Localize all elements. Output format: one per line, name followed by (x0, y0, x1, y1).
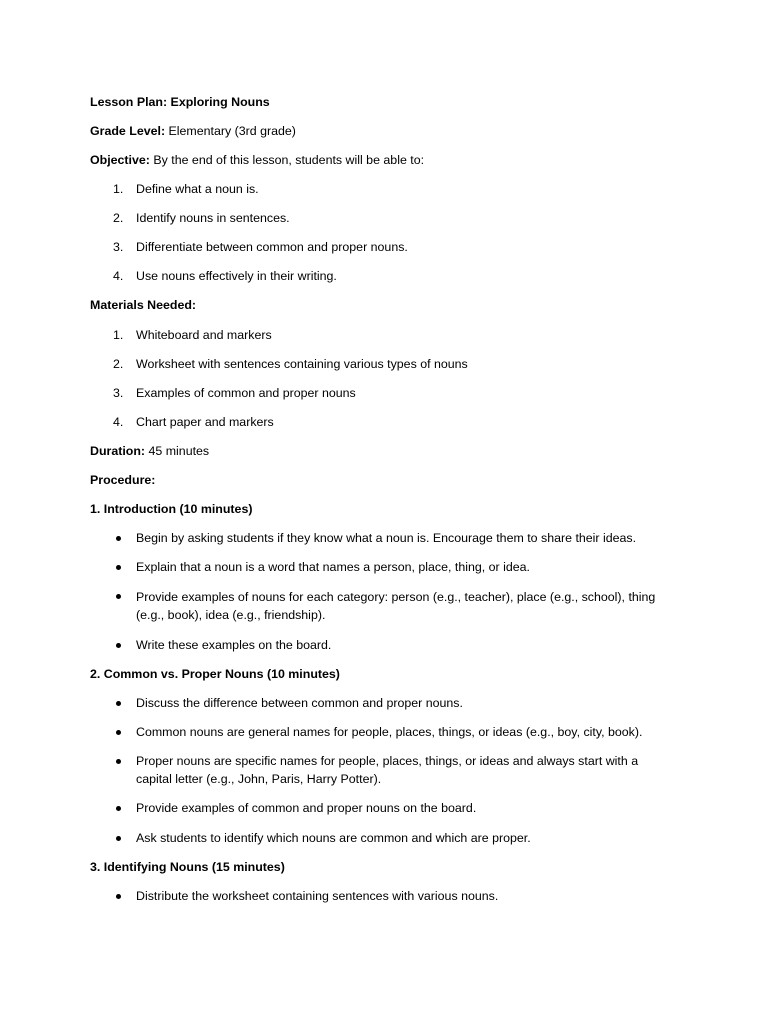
bullet-dot (116, 759, 121, 764)
bullet-dot (116, 536, 121, 541)
duration-value: 45 minutes (145, 444, 210, 458)
materials-item: Whiteboard and markers (136, 328, 272, 342)
materials-heading: Materials Needed: (90, 298, 197, 312)
page-title: Lesson Plan: Exploring Nouns (90, 95, 270, 109)
objective-line (90, 151, 424, 169)
materials-item: Worksheet with sentences containing various types of nouns (136, 357, 468, 371)
procedure-bullet: Begin by asking students if they know what a noun is. Encourage them to share their ideas. (136, 531, 637, 545)
objective-item: Differentiate between common and proper nouns. (136, 240, 408, 254)
list-number: 2. (113, 357, 124, 371)
bullet-dot (116, 806, 121, 811)
procedure-bullet: Provide examples of nouns for each category: person (e.g., teacher), place (e.g., school), thing (e.g., book), idea (e.g., friendship). (136, 590, 656, 622)
objective-item: Define what a noun is. (136, 182, 259, 196)
grade-level-label: Grade Level: (90, 124, 166, 138)
section-heading: 3. Identifying Nouns (15 minutes) (90, 860, 285, 874)
bullet-dot (116, 701, 121, 706)
bullet-dot (116, 836, 121, 841)
procedure-bullet: Ask students to identify which nouns are common and which are proper. (136, 831, 531, 845)
objective-item: Identify nouns in sentences. (136, 211, 290, 225)
bullet-dot (116, 594, 121, 599)
grade-level-value: Elementary (3rd grade) (165, 124, 296, 138)
procedure-heading: Procedure: (90, 473, 156, 487)
procedure-bullet: Proper nouns are specific names for people, places, things, or ideas and always start with a capital letter (e.g., John, Paris, Harry Potter). (136, 754, 639, 786)
bullet-dot (116, 565, 121, 570)
bullet-dot (116, 730, 121, 735)
section-heading: 2. Common vs. Proper Nouns (10 minutes) (90, 667, 340, 681)
procedure-bullet: Common nouns are general names for people, places, things, or ideas (e.g., boy, city, book). (136, 725, 643, 739)
materials-item: Examples of common and proper nouns (136, 386, 356, 400)
objective-item: Use nouns effectively in their writing. (136, 269, 337, 283)
bullet-dot (116, 894, 121, 899)
bullet-dot (116, 643, 121, 648)
procedure-bullet: Explain that a noun is a word that names a person, place, thing, or idea. (136, 560, 530, 574)
section-heading: 1. Introduction (10 minutes) (90, 502, 253, 516)
procedure-bullet: Distribute the worksheet containing sentences with various nouns. (136, 889, 499, 903)
list-number: 2. (113, 211, 124, 225)
procedure-bullet: Provide examples of common and proper nouns on the board. (136, 801, 477, 815)
duration-label: Duration: (90, 444, 146, 458)
list-number: 1. (113, 182, 124, 196)
objective-value: By the end of this lesson, students will be able to: (149, 153, 425, 167)
list-number: 4. (113, 269, 124, 283)
list-number: 4. (113, 415, 124, 429)
list-number: 3. (113, 386, 124, 400)
materials-item: Chart paper and markers (136, 415, 274, 429)
list-number: 1. (113, 328, 124, 342)
grade-level-line (90, 122, 296, 140)
procedure-bullet: Discuss the difference between common and proper nouns. (136, 696, 463, 710)
duration-line (90, 442, 209, 460)
procedure-bullet: Write these examples on the board. (136, 638, 332, 652)
list-number: 3. (113, 240, 124, 254)
objective-label: Objective: (90, 153, 150, 167)
